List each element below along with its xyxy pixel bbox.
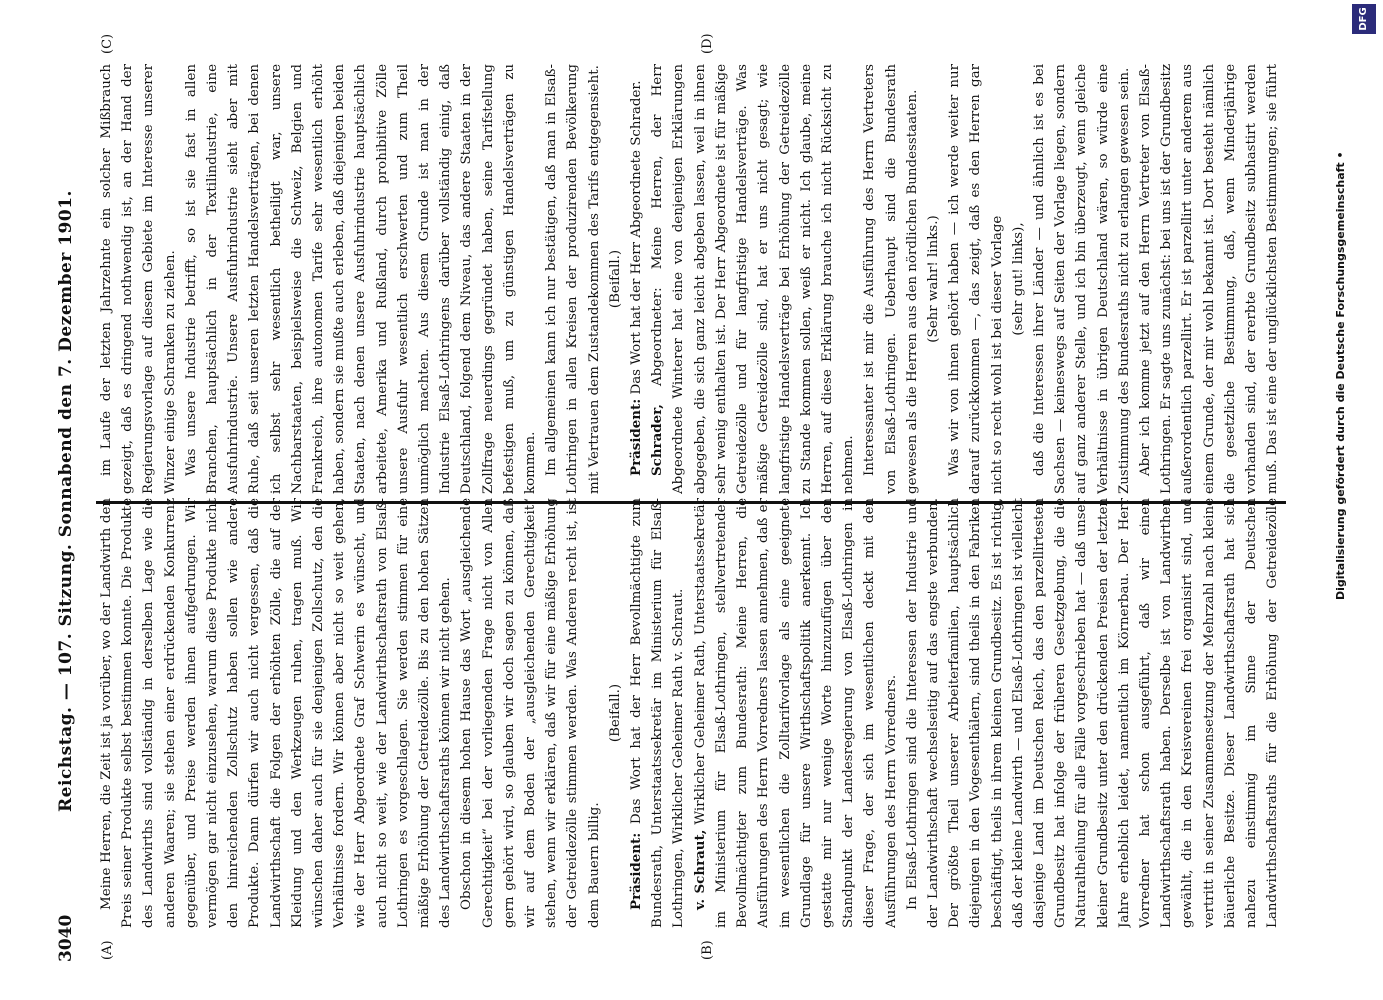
margin-letter-a: (A) <box>100 940 115 960</box>
left-column <box>96 498 1286 928</box>
column-divider <box>96 501 1286 504</box>
interjection: (Beifall.) <box>607 683 623 743</box>
speaker-paragraph <box>690 498 902 928</box>
paragraph: im Laufe der letzten Jahrzehnte ein solcher Mißbrauch gezeigt, daß es dringend nothwendig ist, an der Hand der Regierungsvorlage auf diesem Gebiete im Interesse unserer Winzer einige Schranken zu ziehen. <box>99 64 178 494</box>
speech-text: Das Wort hat der Herr Abgeordnete Schrader. <box>629 80 645 395</box>
paragraph: Was wir von ihnen gehört haben — ich werde weiter nur darauf zurückkommen —, das zeigt, daß es den Herren gar nicht so recht wohl ist bei dieser Vorlage <box>947 64 1005 494</box>
margin-letter-d: (D) <box>700 33 715 54</box>
interjection: (Sehr wahr! links.) <box>925 215 941 343</box>
speaker-label: v. Schraut, <box>691 829 708 910</box>
page-header <box>56 40 80 962</box>
paragraph: Interessanter ist mir die Ausführung des Herrn Vertreters von Elsaß-Lothringen. Ueberhaupt sind die Bundesrath gewesen als die Herren aus den nördlichen Bundesstaaten. <box>862 64 920 494</box>
speaker-paragraph <box>626 498 690 928</box>
page-number: 3040 <box>56 914 76 962</box>
speech-text: Das Wort hat der Herr Bevollmächtigte zum Bundesrath, Unterstaatssekretär im Ministerium für Elsaß-Lothringen, Wirklicher Geheimer Rath v. Schraut. <box>629 498 687 928</box>
paragraph: Im allgemeinen kann ich nur bestätigen, daß man in Elsaß-Lothringen in allen Kreisen der produzirenden Bevölkerung mit Vertrauen dem Zustandekommen des Tarifs entgegensieht. <box>544 64 602 494</box>
speaker-paragraph <box>647 64 859 494</box>
paragraph: Was unsere Industrie betrifft, so ist sie fast in allen Branchen, hauptsächlich in der Textilindustrie, eine Ausfuhrindustrie. Unsere Ausfuhrindustrie sieht aber mit Ruhe, daß seit unseren letzten Handelsverträgen, bei denen ich selbst sehr wesentlich betheiligt war, unsere Nachbarstaaten, beispielsweise die Schweiz, Belgien und Frankreich, ihre autonomen Tarife sehr wesentlich erhöht haben, sondern sie mußte auch erleben, daß diejenigen beiden Staaten, nach denen unsere Ausfuhrindustrie hauptsächlich arbeitete, Amerika und Rußland, durch prohibitive Zölle unsere Ausfuhr wesentlich erschwerten und zum Theil unmöglich machten. Aus diesem Grunde ist man in der Industrie Elsaß-Lothringens darüber vollständig einig, daß Deutschland, folgend dem Niveau, das andere Staaten in der Zollfrage neuerdings gegründet haben, seine Tarifstellung befestigen muß, um zu günstigen Handelsverträgen zu kommen. <box>183 64 539 494</box>
right-column <box>96 64 1286 494</box>
margin-letter-c: (C) <box>100 33 115 54</box>
paragraph: Aber ich komme jetzt auf den Herrn Vertreter von Elsaß-Lothringen. Er sagte uns zunächst: bei uns ist der Grundbesitz außerordentlich parzellirt. Er ist parzellirt unter anderem aus einem Grunde, der mir wohl bekannt ist. Dort besteht nämlich die gesetzliche Bestimmung, daß, wenn Minderjährige vorhanden sind, der ererbte Grundbesitz subhastirt werden muß. Das ist eine der unglücklichsten Bestimmungen; sie führt <box>1137 64 1281 494</box>
interjection: (sehr gut! links), <box>1010 222 1026 336</box>
speaker-label: Präsident: <box>628 398 645 476</box>
interjection: (Beifall.) <box>607 249 623 309</box>
speaker-paragraph <box>626 64 647 494</box>
paragraph: In Elsaß-Lothringen sind die Interessen der Industrie und der Landwirthschaft wechselseitig auf das engste verbunden. Der größte Theil unserer Arbeiterfamilien, hauptsächlich diejenigen in den Vogesenthälern, sind theils in den Fabriken beschäftigt, theils in ihrem kleinen Grundbesitz. Es ist richtig, daß der kleine Landwirth — und Elsaß-Lothringen ist vielleicht dasjenige Land im Deutschen Reich, das den parzellirtesten Grundbesitz hat infolge der früheren Gesetzgebung, die die Naturaltheilung für alle Fälle vorgeschrieben hat — daß unser kleiner Grundbesitz unter den drückenden Preisen der letzten Jahre erheblich leidet, namentlich im Körnerbau. Der Herr Vorredner hat schon ausgeführt, daß wir einen Landwirthschaftsrath haben. Derselbe ist von Landwirthen gewählt, die in den Kreisvereinen frei organisirt sind, und vertritt in seiner Zusammensetzung der Mehrzahl nach kleine bäuerliche Besitze. Dieser Landwirthschaftsrath hat sich nahezu einstimmig im Sinne der Deutschen Landwirthschaftsraths für die Erhöhung der Getreidezölle <box>904 498 1281 928</box>
digitization-credit: Digitalisierung gefördert durch die Deutsche Forschungsgemeinschaft • <box>1334 151 1347 600</box>
margin-letter-b: (B) <box>700 940 715 960</box>
paragraph: daß die Interessen ihrer Länder — und ähnlich ist es bei Sachsen — keineswegs auf Seiten der Vorlage liegen, sondern auf ganz anderer Stelle, und ich bin überzeugt, wenn gleiche Verhältnisse in übrigen Deutschland wären, so würde eine Zustimmung des Bundesraths nicht zu erlangen gewesen sein. <box>1031 64 1132 494</box>
paragraph: Obschon in diesem hohen Hause das Wort „ausgleichende Gerechtigkeit“ bei der vorliegenden Frage nicht von Allen gern gehört wird, so glauben wir doch sagen zu können, daß wir auf dem Boden der „ausgleichenden Gerechtigkeit“ stehen, wenn wir erklären, daß wir für eine mäßige Erhöhung der Getreidezölle stimmen werden. Was Anderen recht ist, ist dem Bauern billig. <box>459 498 602 928</box>
paragraph: Meine Herren, die Zeit ist ja vorüber, wo der Landwirth den Preis seiner Produkte selbst bestimmen konnte. Die Produkte des Landwirths sind vollständig in derselben Lage wie die anderen Waaren; sie stehen einer erdrückenden Konkurrenz gegenüber, und Preise werden ihnen aufgedrungen. Wir vermögen gar nicht einzusehen, warum diese Produkte nicht den hinreichenden Zollschutz haben sollen wie andere Produkte. Dann dürfen wir auch nicht vergessen, daß die Landwirthschaft die Folgen der erhöhten Zölle, die auf der Kleidung und den Werkzeugen ruhen, tragen muß. Wir wünschen daher auch für sie denjenigen Zollschutz, den die Verhältnisse fordern. Wir können aber nicht so weit gehen, wie der Herr Abgeordnete Graf Schwerin es wünscht, und auch nicht so weit, wie der Landwirthschaftsrath von Elsaß-Lothringen es vorgeschlagen. Sie werden stimmen für eine mäßige Erhöhung der Getreidezölle. Bis zu den hohen Sätzen des Landwirthschaftsraths können wir nicht gehen. <box>99 498 454 928</box>
speaker-label: Schrader, <box>649 404 666 476</box>
speech-text: Wirklicher Geheimer Rath, Unterstaatssekretär im Ministerium für Elsaß-Lothringen, stellvertretender Bevollmächtigter zum Bundesrath: Meine Herren, die Ausführungen des Herrn Vorredners lassen annehmen, daß er im wesentlichen die Zolltarifvorlage als eine geeignete Grundlage für unsere Wirthschaftspolitik anerkennt. Ich gestatte mir nur wenige Worte hinzuzufügen über den Standpunkt der Landesregierung von Elsaß-Lothringen in dieser Frage, der sich im wesentlichen deckt mit den Ausführungen des Herrn Vorredners. <box>692 498 899 928</box>
session-heading: Reichstag. — 107. Sitzung. Sonnabend den 7. Dezember 1901. <box>56 190 76 812</box>
speech-text: Abgeordneter: Meine Herren, der Herr Abgeordnete Winterer hat eine von denjenigen Erklärungen abgegeben, die sich ganz leicht abgeben lassen, weil in ihnen sehr wenig enthalten ist. Der Herr Abgeordnete ist für mäßige Getreidezölle und für langfristige Handelsverträge. Was mäßige Getreidezölle sind, hat er uns nicht gesagt; wie langfristige Handelsverträge bei Erhöhung der Getreidezölle zu Stande kommen sollen, weiß er nicht. Ich glaube, meine Herren, auf diese Erklärung brauche ich nicht Rücksicht zu nehmen. <box>650 64 857 494</box>
speaker-label: Präsident: <box>628 832 645 910</box>
dfg-logo: DFG <box>1352 4 1376 34</box>
